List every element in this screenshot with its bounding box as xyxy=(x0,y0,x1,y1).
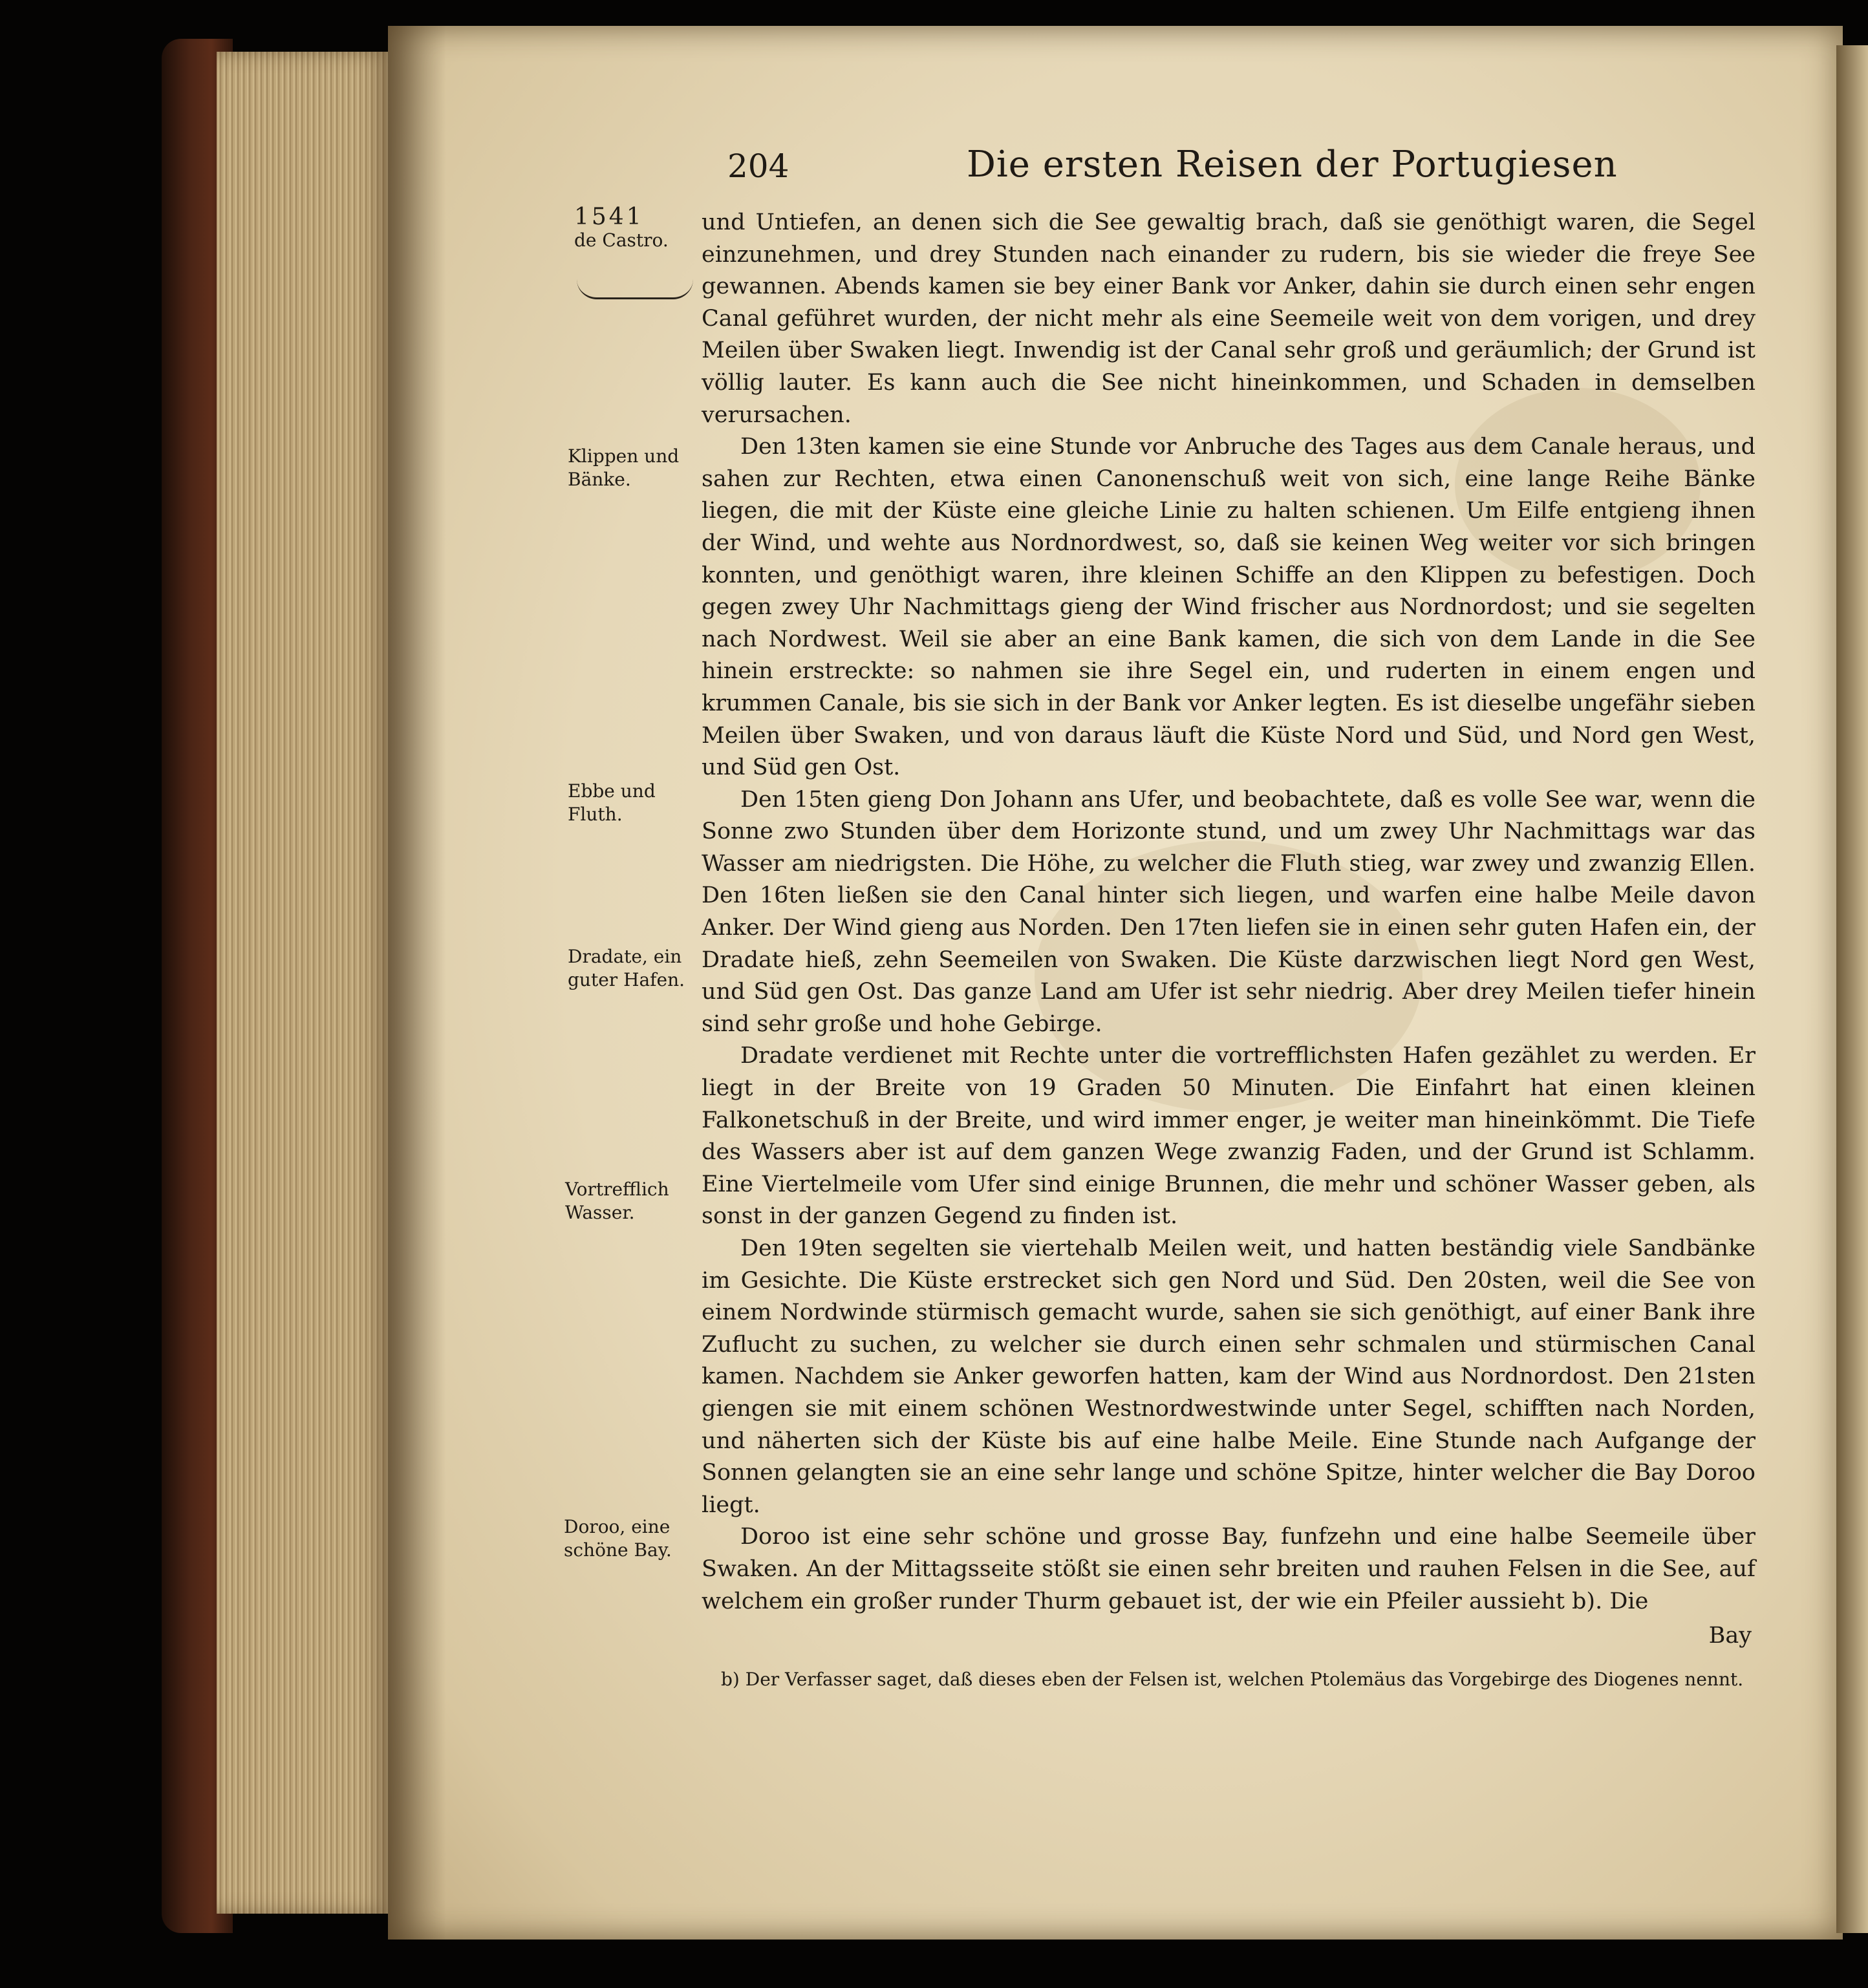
catchword: Bay xyxy=(1708,1623,1752,1649)
paragraph: Doroo ist eine sehr schöne und grosse Bay, funfzehn und eine halbe Seemeile über Swaken. An der Mittagsseite stößt sie einen sehr breiten und rauhen Felsen in die See, auf welchem ein großer runder Thurm gebauet ist, der wie ein Pfeiler aussieht b). Die xyxy=(702,1524,1755,1614)
margin-note-klippen xyxy=(568,445,679,491)
margin-note-ebbe xyxy=(568,780,656,826)
footnote-text: b) Der Verfasser saget, daß dieses eben der Felsen ist, welchen Ptolemäus das Vorgebirge des Diogenes nennt. xyxy=(721,1669,1744,1690)
paragraph: und Untiefen, an denen sich die See gewaltig brach, daß sie genöthigt waren, die Segel einzunehmen, und drey Stunden nach einander zu rudern, bis sie wieder die freye See gewannen. Abends kamen sie bey einer Bank vor Anker, dahin sie durch einen sehr engen Canal geführet wurden, der nicht mehr als eine Seemeile weit von dem vorigen, und drey Meilen über Swaken liegt. Inwendig ist der Canal sehr groß und geräumlich; der Grund ist völlig lauter. Es kann auch die See nicht hineinkommen, und Schaden in demselben verursachen. xyxy=(702,209,1755,428)
margin-line: Klippen und xyxy=(568,445,680,467)
brace-mark xyxy=(577,279,693,299)
page-header xyxy=(727,144,1762,195)
margin-line: Dradate, ein xyxy=(568,946,682,967)
margin-note-year xyxy=(574,206,669,252)
paragraph: Den 15ten gieng Don Johann ans Ufer, und beobachtete, daß es volle See war, wenn die Sonne zwo Stunden über dem Horizonte stund, und um zwey Uhr Nachmittags war das Wasser am niedrigsten. Die Höhe, zu welcher die Fluth stieg, war zwey und zwanzig Ellen. Den 16ten ließen sie den Canal hinter sich liegen, und warfen eine halbe Meile davon Anker. Der Wind gieng aus Norden. Den 17ten liefen sie in einen sehr guten Hafen ein, der Dradate hieß, zehn Seemeilen von Swaken. Die Küste darzwischen liegt Nord gen West, und Süd gen Ost. Das ganze Land am Ufer ist sehr niedrig. Aber drey Meilen tiefer hinein sind sehr große und hohe Gebirge. xyxy=(702,786,1755,1037)
margin-line: Wasser. xyxy=(565,1202,635,1223)
page-stack-edges xyxy=(217,52,391,1914)
margin-line: schöne Bay. xyxy=(564,1539,672,1561)
gutter-shadow xyxy=(388,26,446,1940)
page-number: 204 xyxy=(727,147,789,185)
margin-note-wasser xyxy=(565,1178,669,1224)
margin-note-dradate xyxy=(568,945,685,992)
paragraph: Dradate verdienet mit Rechte unter die vortrefflichsten Hafen gezählet zu werden. Er liegt in der Breite von 19 Graden 50 Minuten. Die Einfahrt hat einen kleinen Falkonetschuß in der Breite, und wird immer enger, je weiter man hineinkömmt. Die Tiefe des Wassers aber ist auf dem ganzen Wege zwanzig Faden, und der Grund ist Schlamm. Eine Viertelmeile vom Ufer sind einige Brunnen, die mehr und schöner Wasser geben, als sonst in der ganzen Gegend zu finden ist. xyxy=(702,1043,1755,1230)
margin-line: Fluth. xyxy=(568,804,623,825)
margin-year: 1541 xyxy=(574,204,644,230)
margin-line: Ebbe und xyxy=(568,780,656,802)
margin-note-doroo xyxy=(564,1515,672,1562)
margin-line: Vortrefflich xyxy=(565,1179,669,1200)
footnote xyxy=(702,1667,1755,1693)
margin-author: de Castro. xyxy=(574,230,669,251)
margin-line: Bänke. xyxy=(568,469,631,490)
margin-line: guter Hafen. xyxy=(568,969,685,990)
paragraph: Den 13ten kamen sie eine Stunde vor Anbruche des Tages aus dem Canale heraus, und sahen zur Rechten, etwa einen Canonenschuß weit von sich, eine lange Reihe Bänke liegen, die mit der Küste eine gleiche Linie zu halten schienen. Um Eilfe entgieng ihnen der Wind, und wehte aus Nordnordwest, so, daß sie keinen Weg weiter vor sich bringen konnten, und genöthigt waren, ihre kleinen Schiffe an den Klippen zu befestigen. Doch gegen zwey Uhr Nachmittags gieng der Wind frischer aus Nordnordost; und sie segelten nach Nordwest. Weil sie aber an eine Bank kamen, die sich von dem Lande in die See hinein erstreckte: so nahmen sie ihre Segel ein, und ruderten in einem engen und krummen Canale, bis sie sich in der Bank vor Anker legten. Es ist dieselbe ungefähr sieben Meilen über Swaken, und von daraus läuft die Küste Nord und Süd, und Nord gen West, und Süd gen Ost. xyxy=(702,434,1755,781)
running-title: Die ersten Reisen der Portugiesen xyxy=(967,144,1618,186)
body-text xyxy=(702,207,1755,1618)
facing-page-edge xyxy=(1836,45,1868,1933)
margin-line: Doroo, eine xyxy=(564,1516,671,1537)
paragraph: Den 19ten segelten sie viertehalb Meilen weit, und hatten beständig viele Sandbänke im Gesichte. Die Küste erstrecket sich gen Nord und Süd. Den 20sten, weil die See von einem Nordwinde stürmisch gemacht wurde, sahen sie sich genöthigt, auf einer Bank ihre Zuflucht zu suchen, zu welcher sie durch einen sehr schmalen und stürmischen Canal kamen. Nachdem sie Anker geworfen hatten, kam der Wind aus Nordnordost. Den 21sten giengen sie mit einem schönen Westnordwestwinde unter Segel, schifften nach Norden, und näherten sich der Küste bis auf eine halbe Meile. Eine Stunde nach Aufgange der Sonnen gelangten sie an eine sehr lange und schöne Spitze, hinter welcher die Bay Doroo liegt. xyxy=(702,1235,1755,1518)
